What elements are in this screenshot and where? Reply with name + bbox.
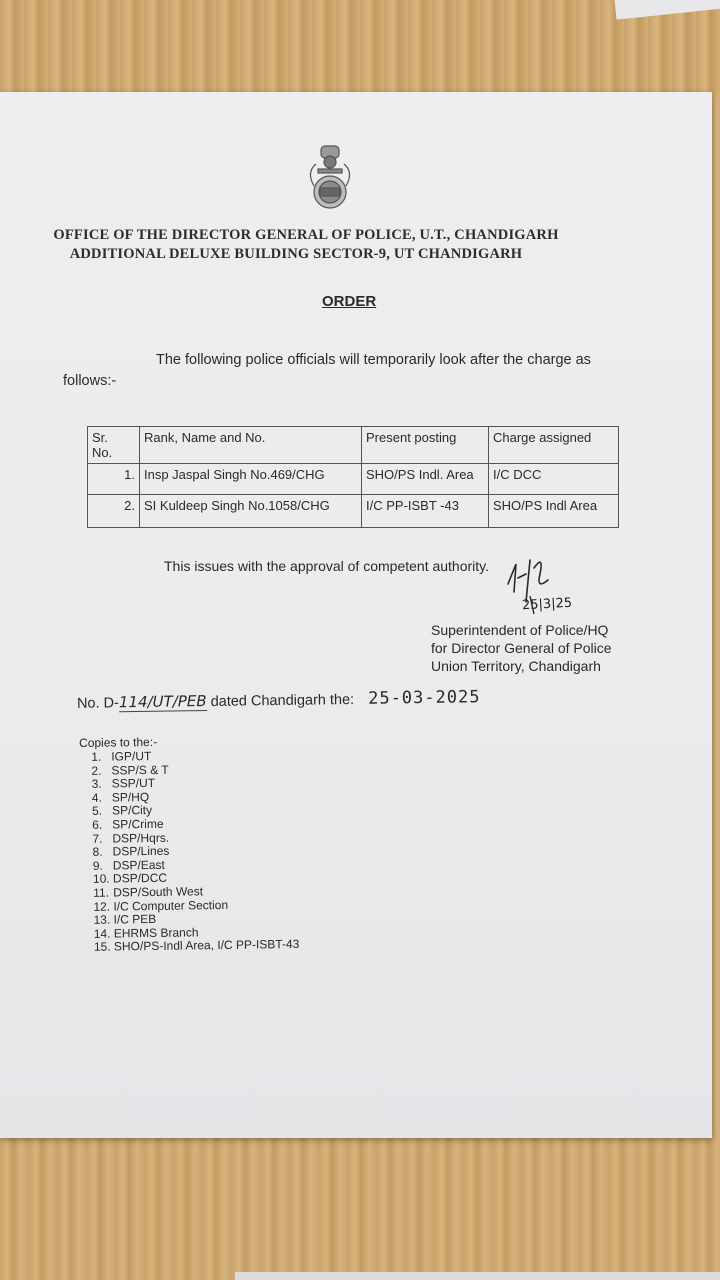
reference-middle: dated Chandigarh the: — [210, 691, 355, 710]
document-title: ORDER — [322, 293, 377, 310]
list-item: 8. DSP/Lines — [92, 843, 170, 859]
order-document — [0, 92, 712, 1138]
row-sr: 1. — [88, 464, 140, 495]
row-posting: I/C PP-ISBT -43 — [362, 495, 489, 528]
signature-date: 25|3|25 — [521, 595, 573, 614]
list-item: 2. SSP/S & T — [91, 762, 169, 778]
signatory-line-3: Union Territory, Chandigarh — [431, 658, 601, 674]
copies-list — [79, 733, 299, 955]
list-item: 9. DSP/East — [92, 857, 165, 873]
header-rank: Rank, Name and No. — [140, 427, 362, 464]
list-item: 10. DSP/DCC — [92, 871, 168, 887]
list-item: 7. DSP/Hqrs. — [92, 830, 170, 846]
approval-statement: This issues with the approval of competent authority. — [164, 558, 490, 574]
row-sr: 2. — [88, 495, 140, 528]
list-item: 4. SP/HQ — [91, 789, 150, 805]
row-posting: SHO/PS Indl. Area — [362, 464, 489, 495]
signatory-line-1: Superintendent of Police/HQ — [431, 622, 609, 638]
intro-line-1: The following police officials will temporarily look after the charge as — [156, 352, 591, 368]
header-charge: Charge assigned — [489, 427, 619, 464]
copies-heading: Copies to the:- — [79, 734, 158, 750]
row-rank: SI Kuldeep Singh No.1058/CHG — [140, 495, 362, 528]
letterhead-line-1: OFFICE OF THE DIRECTOR GENERAL OF POLICE, U.T., CHANDIGARH — [53, 227, 559, 243]
table-row — [88, 464, 619, 495]
list-item: 6. SP/Crime — [92, 816, 164, 832]
list-item: 13. I/C PEB — [93, 912, 157, 927]
reference-line — [77, 687, 481, 713]
header-no: No. — [92, 445, 113, 460]
letterhead-line-2: ADDITIONAL DELUXE BUILDING SECTOR-9, UT CHANDIGARH — [69, 246, 523, 262]
list-item: 14. EHRMS Branch — [93, 925, 199, 941]
intro-line-2: follows:- — [63, 373, 117, 389]
handwritten-date: 25-03-2025 — [368, 687, 481, 709]
row-charge: SHO/PS Indl Area — [489, 495, 619, 528]
list-item: 11. DSP/South West — [93, 884, 204, 900]
list-item: 1. IGP/UT — [91, 748, 152, 764]
header-sr: Sr. — [92, 430, 108, 445]
wooden-table-background — [0, 0, 720, 95]
bottom-paper-edge — [235, 1272, 720, 1280]
row-rank: Insp Jaspal Singh No.469/CHG — [140, 464, 362, 495]
list-item: 3. SSP/UT — [91, 776, 156, 792]
reference-prefix: No. D- — [76, 695, 120, 712]
charge-table — [87, 426, 619, 528]
header-posting: Present posting — [362, 427, 489, 464]
header-sr-no — [88, 427, 140, 464]
handwritten-reference-number: 114/UT/PEB — [118, 692, 207, 712]
list-item: 5. SP/City — [91, 803, 153, 819]
list-item: 15. SHO/PS-Indl Area, I/C PP-ISBT-43 — [93, 937, 300, 955]
row-charge: I/C DCC — [489, 464, 619, 495]
signatory-block — [431, 621, 612, 675]
signatory-line-2: for Director General of Police — [431, 640, 612, 656]
list-item: 12. I/C Computer Section — [93, 897, 229, 914]
table-header-row — [88, 427, 619, 464]
table-row — [88, 495, 619, 528]
state-emblem-icon — [300, 142, 360, 214]
